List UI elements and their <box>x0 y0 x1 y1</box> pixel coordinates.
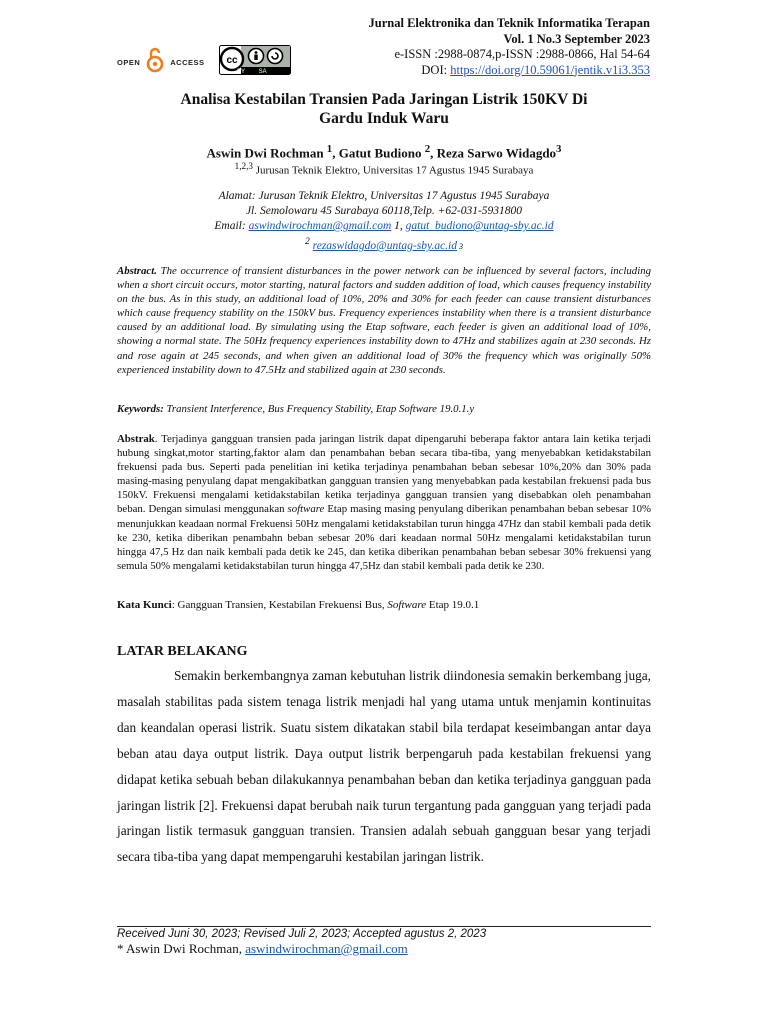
kata-kunci: Kata Kunci: Gangguan Transien, Kestabilan Frekuensi Bus, Software Etap 19.0.1 <box>117 599 480 611</box>
volume-line: Vol. 1 No.3 September 2023 <box>503 31 650 46</box>
contact-address: Alamat: Jurusan Teknik Elektro, Universitas 17 Agustus 1945 Surabaya Jl. Semolowaru 45 Surabaya 60118,Telp. +62-031-5931800 Email: aswindwirochman@gmail.com 1, gatut_budiono@untag-sby.ac.id $^2$ rezaswidagdo@untag-sby.ac.id 3 <box>214 190 554 252</box>
section-paragraph: Semakin berkembangnya zaman kebutuhan listrik diindonesia semakin berkembang juga, masalah stabilitas pada sistem tenaga listrik menjadi hal yang utama untuk menjamin kontinuitas dan keandalan operasi listrik. Suatu sistem dikatakan stabil bila terdapat keseimbangan antar daya beban atau daya output listrik. Daya output listrik berpengaruh pada kestabilan frekuensi yang didapat ketika sebuah beban dilakukannya penambahan beban dan ketika terjadinya gangguan pada jaringan listrik [2]. Frekuensi dapat berubah naik turun tergantung pada gangguan yang terjadi pada jaringan listik termasuk gangguan transien. Transien adalah sebuah gangguan besar yang terjadi secara tiba-tiba yang dapat mempengaruhi kestabilan jaringan listrik. <box>117 668 651 865</box>
doi-line: DOI: https://doi.org/10.59061/jentik.v1i3.353 <box>421 62 650 77</box>
received-dates: Received Juni 30, 2023; Revised Juli 2, 2023; Accepted agustus 2, 2023 <box>117 928 487 940</box>
journal-name: Jurnal Elektronika dan Teknik Informatika Terapan <box>368 16 650 30</box>
email-link-2[interactable]: gatut_budiono@untag-sby.ac.id <box>405 220 554 232</box>
issn-line: e-ISSN :2988-0874,p-ISSN :2988-0866, Hal 54-64 <box>394 47 650 61</box>
paper-title: Analisa Kestabilan Transien Pada Jaringan Listrik 150KV Di Gardu Induk Waru <box>180 91 588 127</box>
author-2: Gatut Budiono <box>338 145 422 161</box>
author-3: Reza Sarwo Widagdo <box>436 145 557 161</box>
author-1: Aswin Dwi Rochman <box>206 145 324 161</box>
journal-header <box>369 16 650 78</box>
open-access-lock-icon <box>146 47 164 78</box>
keywords: Keywords: Transient Interference, Bus Frequency Stability, Etap Software 19.0.1.y <box>117 403 475 415</box>
email-link-3[interactable]: rezaswidagdo@untag-sby.ac.id <box>312 239 457 252</box>
section-heading: LATAR BELAKANG <box>117 644 248 659</box>
abstract-indonesian: Abstrak. Terjadinya gangguan transien pada jaringan listrik dapat dipengaruhi beberapa faktor antara lain ketika terjadi hubung singkat,motor starting,faktor alam dan penambahan beban secara tiba-tiba, yang menyebabkan ketidakstabilan frekuensi pada bus. Seperti pada penelitian ini ketika terjadinya penambahan beban sebesar 10%,20% dan 30% pada masing-masing penyulang dapat mengakibatkan gangguan transien yang menyebabkan pada kestabilan frekuensi pada bus 150kV. Frekuensi mengalami ketidakstabilan ketika terjadinya gangguan transien yang disebabkan oleh penambahan beban. Dengan simulasi menggunakan software Etap masing masing penyulang diberikan penambahan beban sebesar 10% menunjukkan keadaan normal Frekuensi 50Hz mengalami ketidakstabilan turun hingga 47Hz dan stabil kembali pada detik ke 230, ketika diberikan penambahn beban sebesar 20% dari keadaan normal 50Hz mengalami ketidakstabilan turun hingga 47,5 Hz dan naik kembali pada detik ke 245, dan ketika diberikan penambahan beban sebesar 30% frekuensi yang semula 50% mengalami ketidakstabilan turun hingga 47,5Hz dan stabil kembali pada detik ke 230. <box>117 433 651 572</box>
svg-text:cc: cc <box>225 54 238 66</box>
affiliation: $^{1,2,3}$ Jurusan Teknik Elektro, Universitas 17 Agustus 1945 Surabaya <box>234 161 534 177</box>
open-access-label-left: OPEN <box>117 57 141 67</box>
email-link-1[interactable]: aswindwirochman@gmail.com <box>248 220 392 232</box>
open-access-label-right: ACCESS <box>170 57 205 67</box>
corresponding-email-link[interactable]: aswindwirochman@gmail.com <box>245 941 408 956</box>
doi-link[interactable]: https://doi.org/10.59061/jentik.v1i3.353 <box>450 62 650 77</box>
cc-labels: BY SA <box>237 69 267 75</box>
footer-divider <box>117 926 651 927</box>
abstract-english: Abstract. The occurrence of transient disturbances in the power network can be influenced by several factors, including when a short circuit occurs, motor starting, natural factors and sudden addition of load, which causes frequency instability on the bus. As in this study, an additional load of 10%, 20% and 30% for each feeder can cause transient disturbances which cause frequency stability on the 150kV bus. Frequency experiences instability when there is a transient disturbance caused by an additional load. By simulating using the Etap software, each feeder is given an additional load of 10%, showing a normal state. The 50Hz frequency experiences instability down to 47Hz and stabilizes again at 230 seconds. Hz and rose again at 245 seconds, and when given an additional load of 30% the frequency which was originally 50% experienced instability down to 47.5Hz and stabilized again at 230 seconds. <box>117 265 651 376</box>
corresponding-author: * Aswin Dwi Rochman, aswindwirochman@gmail.com <box>117 941 408 956</box>
author-list: Aswin Dwi Rochman $^1$, Gatut Budiono $^2$, Reza Sarwo Widagdo$^3$ <box>206 143 562 161</box>
